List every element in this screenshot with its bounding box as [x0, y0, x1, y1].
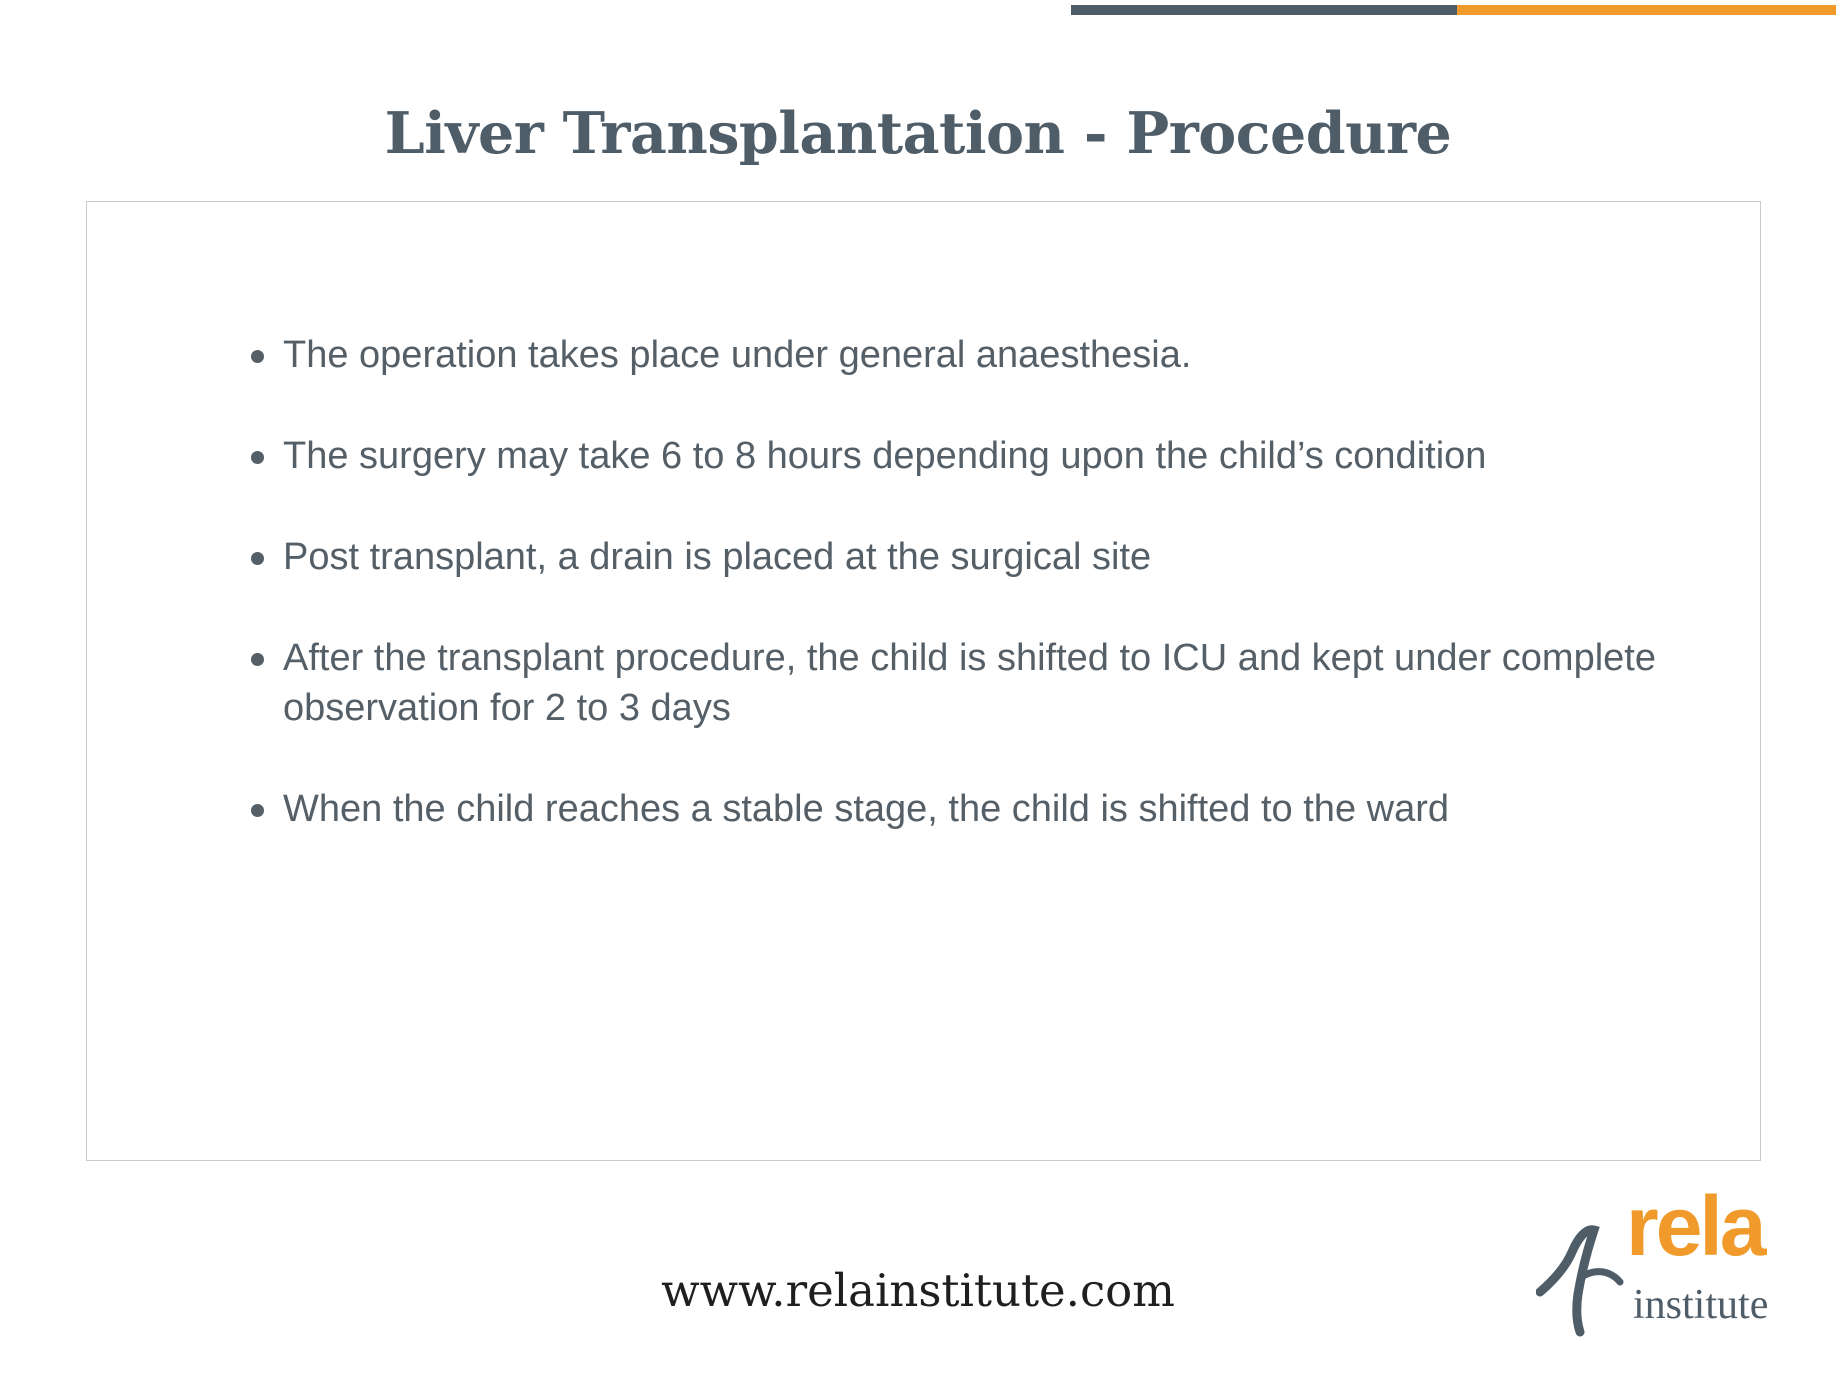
list-item-text: Post transplant, a drain is placed at the surgical site — [283, 536, 1152, 578]
page-title: Liver Transplantation - Procedure — [384, 100, 1452, 167]
list-item-text: The surgery may take 6 to 8 hours depending upon the child’s condition — [283, 435, 1487, 477]
list-item-text: When the child reaches a stable stage, the child is shifted to the ward — [283, 788, 1449, 830]
list-item — [251, 532, 1711, 582]
list-item-text: The operation takes place under general anaesthesia. — [283, 334, 1192, 376]
bullet-icon — [251, 552, 264, 565]
website-url: www.relainstitute.com — [661, 1264, 1175, 1317]
list-item-text: After the transplant procedure, the child is shifted to ICU and kept under complete observation for 2 to 3 days — [283, 637, 1656, 729]
list-item — [251, 784, 1711, 834]
accent-bar — [1071, 5, 1836, 15]
list-item — [251, 330, 1711, 380]
rela-institute-logo — [1536, 1179, 1786, 1334]
logo-wordmark: rela — [1626, 1179, 1764, 1273]
content-box — [86, 201, 1761, 1161]
bullet-list — [251, 330, 1711, 885]
bullet-icon — [251, 451, 264, 464]
accent-bar-orange-segment — [1457, 5, 1836, 15]
list-item — [251, 633, 1711, 733]
list-item — [251, 431, 1711, 481]
accent-bar-dark-segment — [1071, 5, 1457, 15]
bullet-icon — [251, 350, 264, 363]
bullet-icon — [251, 653, 264, 666]
logo-subtitle: institute — [1633, 1282, 1769, 1328]
logo-figure-icon — [1536, 1208, 1631, 1338]
bullet-icon — [251, 804, 264, 817]
